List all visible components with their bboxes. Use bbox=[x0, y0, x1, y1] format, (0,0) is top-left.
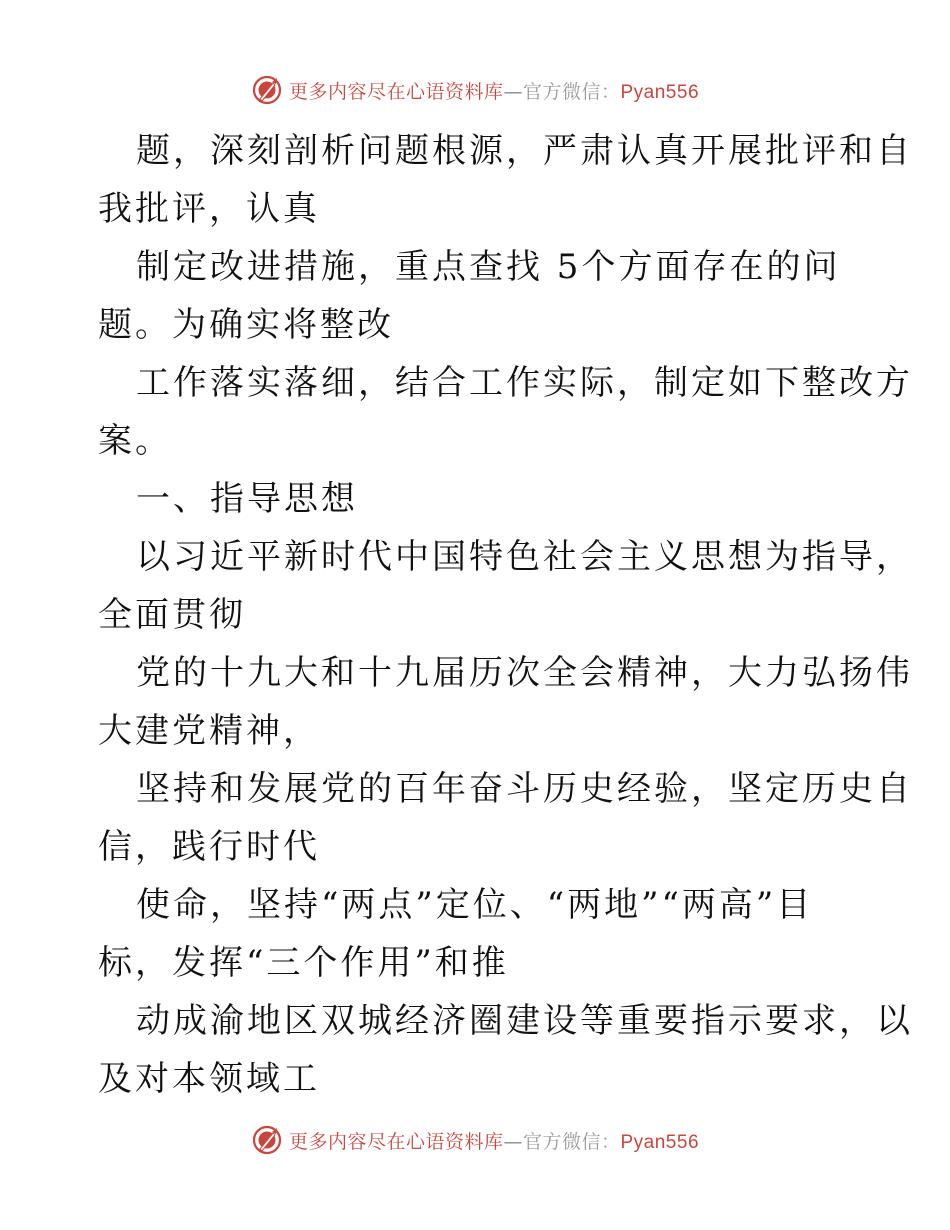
paragraph-line: 党的十九大和十九届历次全会精神，大力弘扬伟 bbox=[136, 653, 913, 693]
paragraph bbox=[98, 122, 913, 238]
watermark-wechat-id: Pyan556 bbox=[620, 81, 700, 103]
paragraph bbox=[98, 760, 913, 876]
paragraph-line: 标，发挥“三个作用”和推 bbox=[98, 943, 509, 983]
paragraph-line: 信，践行时代 bbox=[98, 827, 320, 867]
paragraph-line: 工作落实落细，结合工作实际，制定如下整改方 bbox=[136, 363, 913, 403]
paragraph bbox=[98, 354, 913, 470]
paragraph bbox=[98, 644, 913, 760]
quill-emblem-icon bbox=[251, 1124, 283, 1156]
paragraph-line: 坚持和发展党的百年奋斗历史经验，坚定历史自 bbox=[136, 769, 913, 809]
quill-emblem-icon bbox=[251, 74, 283, 106]
watermark-wechat-label: 官方微信： bbox=[522, 1130, 621, 1153]
watermark-inner bbox=[251, 1124, 699, 1156]
paragraph-line: 案。 bbox=[98, 421, 172, 461]
paragraph-line: 使命，坚持“两点”定位、“两地”“两高”目 bbox=[136, 885, 814, 925]
paragraph-line: 动成渝地区双城经济圈建设等重要指示要求，以 bbox=[136, 1001, 913, 1041]
paragraph bbox=[98, 992, 913, 1108]
watermark-main: 更多内容尽在心语资料库 bbox=[288, 80, 504, 103]
watermark-main: 更多内容尽在心语资料库 bbox=[288, 1130, 504, 1153]
watermark-wechat-label: 官方微信： bbox=[522, 80, 621, 103]
paragraph bbox=[98, 876, 858, 992]
section-heading bbox=[98, 470, 858, 528]
paragraph bbox=[98, 238, 858, 354]
paragraph-line: 大建党精神， bbox=[98, 711, 320, 751]
watermark-text bbox=[289, 1127, 699, 1154]
section-heading-text: 一、指导思想 bbox=[136, 479, 358, 519]
watermark-wechat-id: Pyan556 bbox=[620, 1131, 700, 1153]
header-watermark bbox=[0, 70, 950, 110]
watermark-inner bbox=[251, 74, 699, 106]
watermark-separator: — bbox=[503, 1130, 523, 1153]
paragraph-line: 以习近平新时代中国特色社会主义思想为指导， bbox=[136, 537, 913, 577]
paragraph-line: 题，深刻剖析问题根源，严肃认真开展批评和自 bbox=[136, 131, 913, 171]
paragraph-line: 全面贯彻 bbox=[98, 595, 246, 635]
paragraph-line: 我批评，认真 bbox=[98, 189, 320, 229]
paragraph-line: 及对本领域工 bbox=[98, 1059, 320, 1099]
watermark-separator: — bbox=[503, 80, 523, 103]
watermark-text bbox=[289, 77, 699, 104]
footer-watermark bbox=[0, 1120, 950, 1160]
paragraph-line: 制定改进措施，重点查找 5个方面存在的问 bbox=[136, 247, 841, 287]
paragraph-line: 题。为确实将整改 bbox=[98, 305, 394, 345]
document-body bbox=[98, 122, 913, 1108]
paragraph bbox=[98, 528, 913, 644]
